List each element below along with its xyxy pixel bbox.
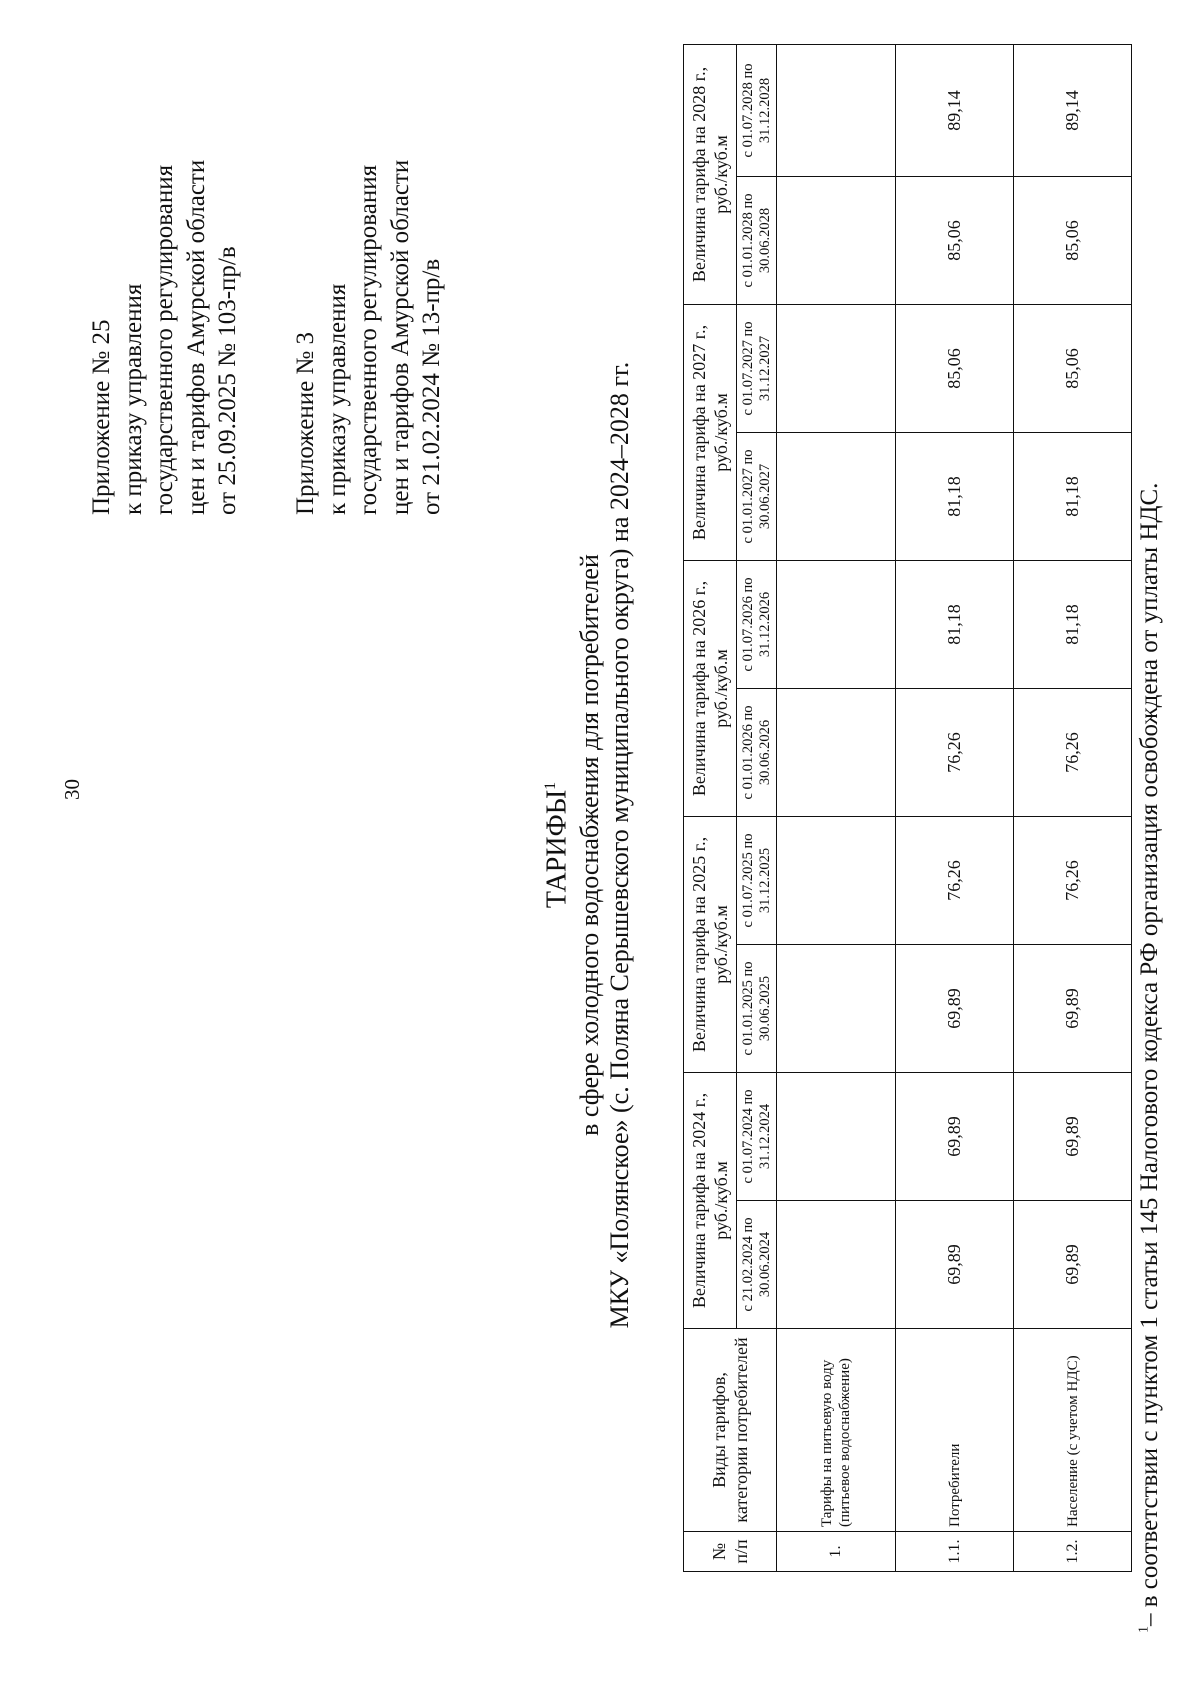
header-year-2024: Величина тарифа на 2024 г., руб./куб.м xyxy=(684,1073,737,1329)
tariff-cell: 69,89 xyxy=(1014,1073,1132,1201)
tariff-cell: 69,89 xyxy=(896,1201,1014,1329)
tariff-cell: 69,89 xyxy=(896,1073,1014,1201)
tariff-cell: 76,26 xyxy=(1014,689,1132,817)
appendix-line: государственного регулирования xyxy=(355,164,382,515)
appendix-line: к приказу управления xyxy=(119,283,147,515)
table-header-row xyxy=(684,45,737,1572)
row-num: 1.1. xyxy=(896,1532,1014,1572)
appendix-line: цен и тарифов Амурской области xyxy=(386,159,414,515)
appendix-line: цен и тарифов Амурской области xyxy=(182,159,210,515)
footnote-mark: 1 xyxy=(1136,1626,1152,1633)
tariff-cell: 85,06 xyxy=(896,305,1014,433)
title-main: ТАРИФЫ$^1$ xyxy=(541,781,573,909)
table-row xyxy=(1014,45,1132,1572)
appendix-3-header xyxy=(290,55,448,515)
appendix-line: Приложение № 25 xyxy=(88,319,115,515)
header-period: с 01.01.2028 по 30.06.2028 xyxy=(737,177,777,305)
header-year-2027: Величина тарифа на 2027 г., руб./куб.м xyxy=(684,305,737,561)
header-period: с 01.01.2026 по 30.06.2026 xyxy=(737,689,777,817)
footnote xyxy=(1136,483,1164,1633)
header-period: с 01.07.2024 по 31.12.2024 xyxy=(737,1073,777,1201)
appendix-line: государственного регулирования xyxy=(151,164,178,515)
tariff-cell xyxy=(777,689,896,817)
title-line-2: МКУ «Полянское» (с. Поляна Серышевского муниципального округа) на 2024–2028 гг. xyxy=(605,361,635,1329)
tariff-cell: 76,26 xyxy=(896,817,1014,945)
tariff-cell: 85,06 xyxy=(896,177,1014,305)
tariff-cell: 81,18 xyxy=(1014,433,1132,561)
footnote-mark: 1 xyxy=(542,781,559,790)
tariff-cell: 81,18 xyxy=(896,561,1014,689)
appendix-line: от 25.09.2025 № 103-пр/в xyxy=(214,246,241,515)
header-num: № п/п xyxy=(684,1532,777,1572)
title-line-1: в сфере холодного водоснабжения для потребителей xyxy=(575,554,605,1136)
row-name: Потребители xyxy=(896,1329,1014,1532)
header-year-2026: Величина тарифа на 2026 г., руб./куб.м xyxy=(684,561,737,817)
row-num: 1. xyxy=(777,1532,896,1572)
header-period: с 01.01.2025 по 30.06.2025 xyxy=(737,945,777,1073)
header-year-2025: Величина тарифа на 2025 г., руб./куб.м xyxy=(684,817,737,1073)
tariff-cell xyxy=(777,1073,896,1201)
header-period: с 01.01.2027 по 30.06.2027 xyxy=(737,433,777,561)
row-num: 1.2. xyxy=(1014,1532,1132,1572)
tariff-cell: 85,06 xyxy=(1014,177,1132,305)
tariff-cell xyxy=(777,1201,896,1329)
header-type: Виды тарифов, категории потребителей xyxy=(684,1329,777,1532)
appendix-line: от 21.02.2024 № 13-пр/в xyxy=(418,258,445,515)
header-period: с 01.07.2025 по 31.12.2025 xyxy=(737,817,777,945)
tariff-cell: 69,89 xyxy=(1014,1201,1132,1329)
tariff-cell: 76,26 xyxy=(896,689,1014,817)
tariff-cell: 69,89 xyxy=(1014,945,1132,1073)
row-name: Население (с учетом НДС) xyxy=(1014,1329,1132,1532)
tariff-cell xyxy=(777,945,896,1073)
appendix-line: Приложение № 3 xyxy=(292,331,319,515)
table-row xyxy=(896,45,1014,1572)
tariff-cell: 76,26 xyxy=(1014,817,1132,945)
tariff-cell xyxy=(777,433,896,561)
tariff-cell xyxy=(777,177,896,305)
tariff-cell: 81,18 xyxy=(1014,561,1132,689)
header-year-2028: Величина тарифа на 2028 г., руб./куб.м xyxy=(684,45,737,305)
tariff-cell xyxy=(777,305,896,433)
header-period: с 01.07.2028 по 31.12.2028 xyxy=(737,45,777,177)
footnote-text: – в соответствии с пунктом 1 статьи 145 Налогового кодекса РФ организация освобождена от уплаты НДС. xyxy=(1136,482,1163,1626)
document-title xyxy=(533,95,635,1595)
tariff-cell: 81,18 xyxy=(896,433,1014,561)
appendix-25-header xyxy=(86,55,244,515)
page-number: 30 xyxy=(60,779,84,800)
tariff-cell: 89,14 xyxy=(896,45,1014,177)
header-period: с 01.07.2026 по 31.12.2026 xyxy=(737,561,777,689)
tariff-cell xyxy=(777,45,896,177)
appendix-line: к приказу управления xyxy=(323,283,351,515)
tariff-cell: 89,14 xyxy=(1014,45,1132,177)
tariff-cell xyxy=(777,817,896,945)
table-row xyxy=(777,45,896,1572)
tariffs-table xyxy=(683,44,1132,1572)
row-name: Тарифы на питьевую воду (питьевое водоснабжение) xyxy=(777,1329,896,1532)
header-period: с 01.07.2027 по 31.12.2027 xyxy=(737,305,777,433)
tariff-cell xyxy=(777,561,896,689)
tariff-cell: 85,06 xyxy=(1014,305,1132,433)
header-period: с 21.02.2024 по 30.06.2024 xyxy=(737,1201,777,1329)
tariff-cell: 69,89 xyxy=(896,945,1014,1073)
